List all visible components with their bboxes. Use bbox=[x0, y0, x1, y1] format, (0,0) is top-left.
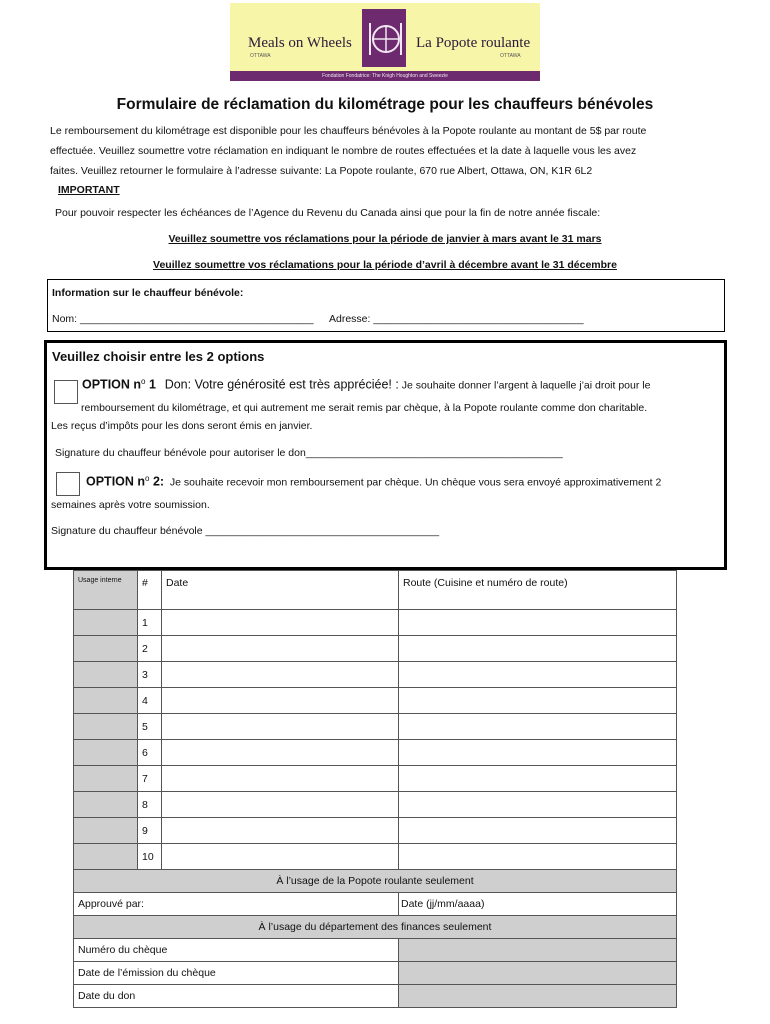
option-1-line bbox=[82, 377, 650, 392]
cheque-date-label: Date de l’émission du chèque bbox=[74, 962, 399, 985]
form-title: Formulaire de réclamation du kilométrage pour les chauffeurs bénévoles bbox=[116, 96, 654, 113]
approved-by-field[interactable]: Approuvé par: bbox=[74, 893, 399, 916]
popote-use-heading: À l’usage de la Popote roulante seulement bbox=[74, 870, 677, 893]
internal-use-cell bbox=[74, 792, 138, 818]
internal-use-cell bbox=[74, 740, 138, 766]
col-number: # bbox=[138, 571, 162, 610]
driver-info-section bbox=[47, 279, 725, 332]
option-1-number: 1 bbox=[145, 377, 156, 392]
important-heading: IMPORTANT bbox=[58, 184, 120, 196]
option-1-sup: o bbox=[141, 377, 146, 386]
col-internal-use: Usage interne bbox=[74, 571, 138, 610]
name-field[interactable]: Nom: ________________________________________ bbox=[52, 313, 314, 325]
cheque-number-label: Numéro du chèque bbox=[74, 939, 399, 962]
internal-use-cell bbox=[74, 844, 138, 870]
row-number: 1 bbox=[138, 610, 162, 636]
row-number: 10 bbox=[138, 844, 162, 870]
date-cell[interactable] bbox=[162, 636, 399, 662]
finance-use-heading: À l’usage du département des finances seulement bbox=[74, 916, 677, 939]
row-number: 7 bbox=[138, 766, 162, 792]
date-cell[interactable] bbox=[162, 688, 399, 714]
intro-line-1: Le remboursement du kilométrage est disponible pour les chauffeurs bénévoles à la Popote roulante au montant de 5$ par route bbox=[50, 125, 647, 137]
table-row bbox=[74, 792, 677, 818]
route-log-table bbox=[73, 570, 677, 1008]
route-cell[interactable] bbox=[399, 740, 677, 766]
gift-date-field[interactable] bbox=[399, 985, 677, 1008]
logo-right-name: La Popote roulante bbox=[416, 35, 531, 51]
route-cell[interactable] bbox=[399, 792, 677, 818]
row-number: 2 bbox=[138, 636, 162, 662]
table-row bbox=[74, 636, 677, 662]
logo-left-name: Meals on Wheels bbox=[248, 35, 352, 51]
table-row bbox=[74, 818, 677, 844]
date-cell[interactable] bbox=[162, 740, 399, 766]
logo-emblem-icon bbox=[362, 9, 406, 67]
option-1-label: OPTION n bbox=[82, 377, 142, 392]
cheque-date-row bbox=[74, 962, 677, 985]
row-number: 8 bbox=[138, 792, 162, 818]
cheque-number-field[interactable] bbox=[399, 939, 677, 962]
row-number: 3 bbox=[138, 662, 162, 688]
date-cell[interactable] bbox=[162, 844, 399, 870]
intro-line-2: effectuée. Veuillez soumettre votre réclamation en indiquant le nombre de routes effectuées et la date à laquelle vous les avez bbox=[50, 145, 637, 157]
internal-use-cell bbox=[74, 714, 138, 740]
approval-row bbox=[74, 893, 677, 916]
option-1-text-2: remboursement du kilométrage, et qui autrement me serait remis par chèque, à la Popote roulante comme don charitable. bbox=[81, 402, 648, 414]
internal-use-cell bbox=[74, 662, 138, 688]
row-number: 9 bbox=[138, 818, 162, 844]
option-1-checkbox[interactable] bbox=[54, 380, 78, 404]
popote-section-row bbox=[74, 870, 677, 893]
option-2-signature-field[interactable]: Signature du chauffeur bénévole ________________________________________ bbox=[51, 525, 440, 537]
table-row bbox=[74, 740, 677, 766]
route-cell[interactable] bbox=[399, 714, 677, 740]
date-cell[interactable] bbox=[162, 792, 399, 818]
internal-use-cell bbox=[74, 636, 138, 662]
gift-date-row bbox=[74, 985, 677, 1008]
driver-info-label: Information sur le chauffeur bénévole: bbox=[52, 287, 244, 299]
internal-use-cell bbox=[74, 688, 138, 714]
table-row bbox=[74, 844, 677, 870]
deadline-intro: Pour pouvoir respecter les échéances de l’Agence du Revenu du Canada ainsi que pour la fin de notre année fiscale: bbox=[55, 207, 601, 219]
date-cell[interactable] bbox=[162, 662, 399, 688]
option-2-text: Je souhaite recevoir mon remboursement par chèque. Un chèque vous sera envoyé approximativement 2 bbox=[169, 476, 662, 489]
deadline-apr-dec: Veuillez soumettre vos réclamations pour la période d’avril à décembre avant le 31 décembre bbox=[153, 259, 617, 271]
route-cell[interactable] bbox=[399, 636, 677, 662]
option-1-signature-field[interactable]: Signature du chauffeur bénévole pour autoriser le don____________________________________________ bbox=[55, 447, 563, 459]
table-row bbox=[74, 766, 677, 792]
option-2-line bbox=[86, 474, 661, 489]
option-2-number: 2: bbox=[149, 474, 165, 489]
gift-date-label: Date du don bbox=[74, 985, 399, 1008]
cheque-number-row bbox=[74, 939, 677, 962]
route-cell[interactable] bbox=[399, 610, 677, 636]
deadline-jan-mar: Veuillez soumettre vos réclamations pour la période de janvier à mars avant le 31 mars bbox=[168, 233, 602, 245]
logo-footer: Fondation Fondatrice: The Knigh Houghton and Sweezie bbox=[230, 71, 540, 81]
option-1-text: Je souhaite donner l’argent à laquelle j’ai droit pour le bbox=[401, 379, 651, 392]
table-row bbox=[74, 714, 677, 740]
route-cell[interactable] bbox=[399, 818, 677, 844]
route-cell[interactable] bbox=[399, 844, 677, 870]
table-row bbox=[74, 688, 677, 714]
logo-left-city: OTTAWA bbox=[250, 53, 271, 59]
date-cell[interactable] bbox=[162, 818, 399, 844]
option-2-checkbox[interactable] bbox=[56, 472, 80, 496]
internal-use-cell bbox=[74, 818, 138, 844]
date-cell[interactable] bbox=[162, 766, 399, 792]
row-number: 5 bbox=[138, 714, 162, 740]
organization-logo bbox=[230, 3, 540, 81]
option-2-text-2: semaines après votre soumission. bbox=[51, 499, 210, 511]
option-2-sup: o bbox=[145, 474, 150, 483]
address-field[interactable]: Adresse: ____________________________________ bbox=[329, 313, 584, 325]
internal-use-cell bbox=[74, 610, 138, 636]
table-header-row bbox=[74, 571, 677, 610]
option-1-title: Don: Votre générosité est très appréciée! : bbox=[164, 377, 399, 392]
options-heading: Veuillez choisir entre les 2 options bbox=[52, 349, 265, 364]
table-row bbox=[74, 662, 677, 688]
logo-right-city: OTTAWA bbox=[500, 53, 521, 59]
option-1-text-3: Les reçus d’impôts pour les dons seront émis en janvier. bbox=[51, 420, 313, 432]
col-date: Date bbox=[162, 571, 399, 610]
table-row bbox=[74, 610, 677, 636]
date-cell[interactable] bbox=[162, 610, 399, 636]
cheque-date-field[interactable] bbox=[399, 962, 677, 985]
route-cell[interactable] bbox=[399, 766, 677, 792]
route-cell[interactable] bbox=[399, 688, 677, 714]
approval-date-field[interactable]: Date (jj/mm/aaaa) bbox=[399, 893, 677, 916]
row-number: 6 bbox=[138, 740, 162, 766]
route-cell[interactable] bbox=[399, 662, 677, 688]
date-cell[interactable] bbox=[162, 714, 399, 740]
row-number: 4 bbox=[138, 688, 162, 714]
internal-use-cell bbox=[74, 766, 138, 792]
intro-line-3: faites. Veuillez retourner le formulaire à l’adresse suivante: La Popote roulante, 670 rue Albert, Ottawa, ON, K1R 6L2 bbox=[50, 165, 593, 177]
col-route: Route (Cuisine et numéro de route) bbox=[399, 571, 677, 610]
option-2-label: OPTION n bbox=[86, 474, 146, 489]
options-section bbox=[44, 340, 727, 570]
finance-section-row bbox=[74, 916, 677, 939]
